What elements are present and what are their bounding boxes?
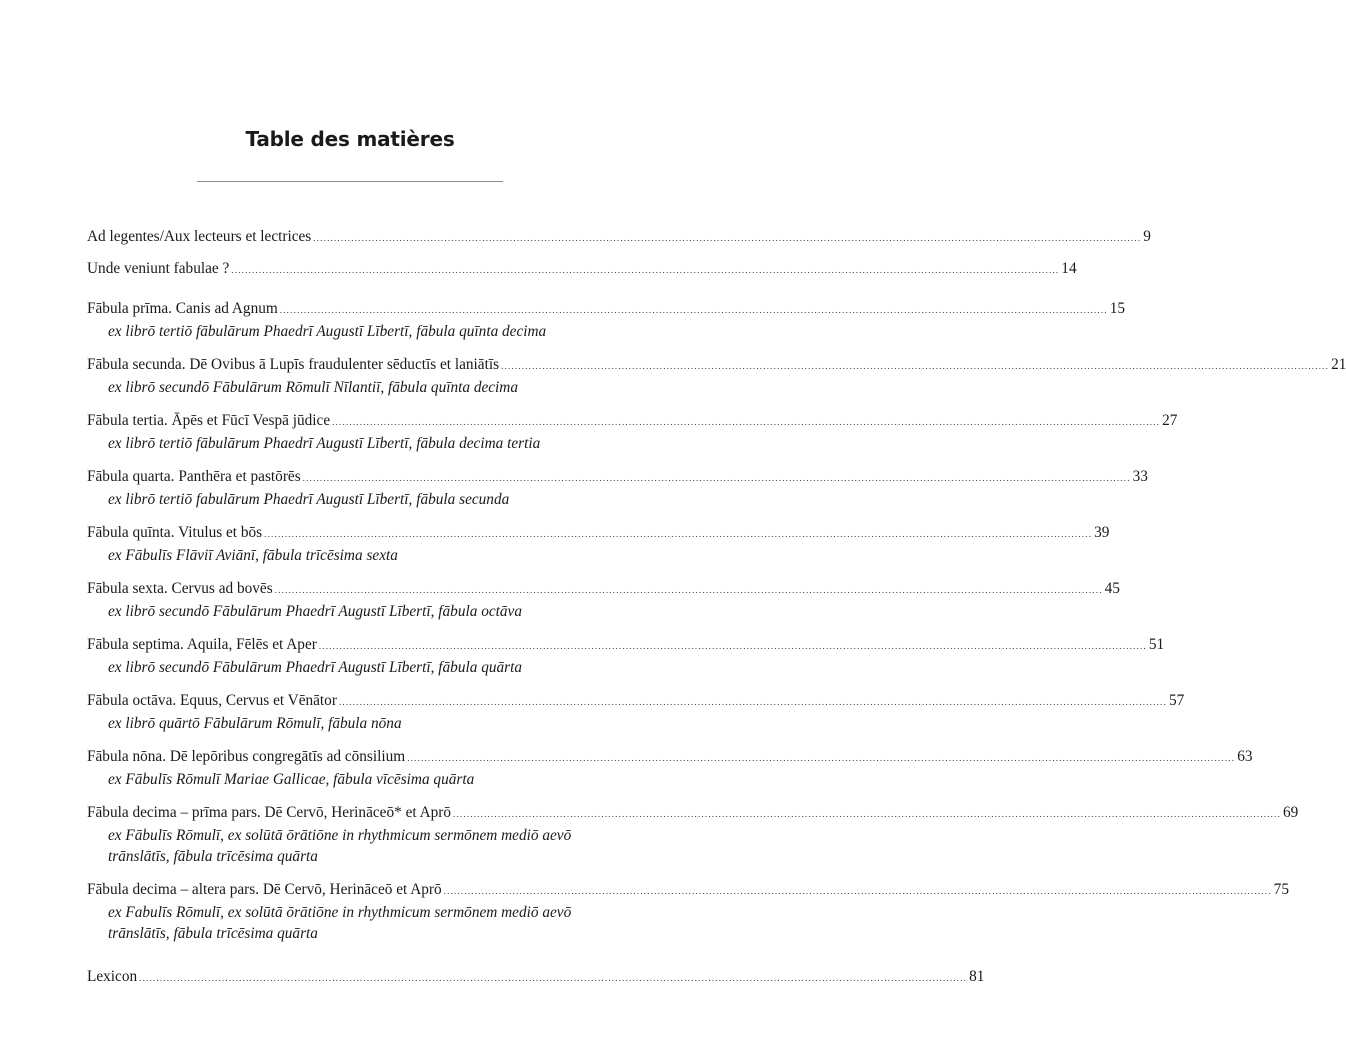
dot-leader: ................................................................................................................................................................................................................................................ [453,809,1282,819]
toc-entry-fabula-10a[interactable] [87,802,1299,867]
entry-page: 15 [1109,300,1126,317]
dot-leader: ................................................................................................................................................................................................................................................ [318,641,1147,651]
entry-source: ex librō secundō Fābulārum Rōmulī Nīlantiī, fābula quīnta decima [108,379,519,396]
toc-entry-fabula-9[interactable] [87,746,1253,790]
entry-source: ex Fābulīs Rōmulī, ex solūtā ōrātiōne in rhythmicum sermōnem mediō aevō [108,827,572,844]
dot-leader: ................................................................................................................................................................................................................................................ [279,305,1108,315]
toc-entry-fabula-4[interactable] [87,466,1148,510]
entry-title: Fābula prīma. Canis ad Agnum [87,300,278,317]
entry-title: Unde veniunt fabulae ? [87,260,230,277]
entry-source: ex librō secundō Fābulārum Phaedrī Augustī Lībertī, fābula quārta [108,659,522,676]
toc-entry-lexicon[interactable] [87,966,985,989]
entry-page: 21 [1331,356,1346,373]
entry-title: Fābula sexta. Cervus ad bovēs [87,580,273,597]
dot-leader: ................................................................................................................................................................................................................................................ [443,886,1272,896]
toc-entry-fabula-7[interactable] [87,634,1165,678]
entry-page: 69 [1283,804,1299,821]
toc-list [87,226,1346,989]
entry-title: Fābula tertia. Āpēs et Fūcī Vespā jūdice [87,412,331,429]
entry-title: Ad legentes/Aux lecteurs et lectrices [87,228,312,245]
entry-page: 14 [1061,260,1077,277]
entry-source: ex librō quārtō Fābulārum Rōmulī, fābula nōna [108,715,402,732]
page-title: Table des matières [245,127,455,151]
entry-title: Fābula quarta. Panthēra et pastōrēs [87,468,301,485]
toc-entry-fabula-1[interactable] [87,298,1126,342]
entry-page: 45 [1104,580,1120,597]
entry-page: 27 [1162,412,1178,429]
title-rule [197,181,503,182]
entry-source: ex librō tertiō fābulārum Phaedrī Augustī Lībertī, fābula decima tertia [108,435,541,452]
entry-title: Lexicon [87,968,138,985]
entry-source: ex librō secundō Fābulārum Phaedrī Augustī Lībertī, fābula octāva [108,603,522,620]
entry-title: Fābula septima. Aquila, Fēlēs et Aper [87,636,317,653]
dot-leader: ................................................................................................................................................................................................................................................ [231,265,1060,275]
dot-leader: ................................................................................................................................................................................................................................................ [139,973,968,983]
entry-page: 57 [1168,692,1185,709]
entry-source: ex Fābulīs Flāviī Aviānī, fābula trīcēsima sexta [108,547,398,564]
entry-page: 51 [1148,636,1165,653]
entry-page: 39 [1094,524,1110,541]
entry-page: 81 [969,968,985,985]
entry-page: 75 [1273,881,1289,898]
entry-page: 63 [1237,748,1253,765]
toc-entry-fabula-2[interactable] [87,354,1346,398]
entry-page: 33 [1132,468,1148,485]
entry-title: Fābula quīnta. Vitulus et bōs [87,524,263,541]
entry-title: Fābula nōna. Dē lepōribus congregātīs ad cōnsilium [87,748,406,765]
entry-source: ex Fabulīs Rōmulī, ex solūtā ōrātiōne in rhythmicum sermōnem mediō aevō [108,904,572,921]
entry-source-continued: trānslātīs, fābula trīcēsima quārta [108,925,318,942]
toc-entry-unde[interactable] [87,258,1077,281]
dot-leader: ................................................................................................................................................................................................................................................ [313,233,1142,243]
entry-title: Fābula octāva. Equus, Cervus et Vēnātor [87,692,337,709]
dot-leader: ................................................................................................................................................................................................................................................ [407,753,1236,763]
dot-leader: ................................................................................................................................................................................................................................................ [338,697,1167,707]
entry-source: ex librō tertiō fabulārum Phaedrī Augustī Lībertī, fābula secunda [108,491,510,508]
dot-leader: ................................................................................................................................................................................................................................................ [264,529,1093,539]
dot-leader: ................................................................................................................................................................................................................................................ [332,417,1161,427]
toc-entry-fabula-10b[interactable] [87,879,1289,944]
toc-entry-fabula-8[interactable] [87,690,1185,734]
entry-title: Fābula decima – altera pars. Dē Cervō, Herināceō et Aprō [87,881,442,898]
entry-title: Fābula decima – prīma pars. Dē Cervō, Herināceō* et Aprō [87,804,452,821]
toc-entry-fabula-3[interactable] [87,410,1178,454]
entry-source: ex Fābulīs Rōmulī Mariae Gallicae, fābula vīcēsima quārta [108,771,475,788]
toc-entry-fabula-6[interactable] [87,578,1120,622]
dot-leader: ................................................................................................................................................................................................................................................ [501,361,1330,371]
dot-leader: ................................................................................................................................................................................................................................................ [274,585,1103,595]
toc-entry-legentes[interactable] [87,226,1151,249]
toc-entry-fabula-5[interactable] [87,522,1110,566]
entry-source: ex librō tertiō fābulārum Phaedrī Augustī Lībertī, fābula quīnta decima [108,323,547,340]
entry-title: Fābula secunda. Dē Ovibus ā Lupīs fraudulenter sēductīs et laniātīs [87,356,500,373]
dot-leader: ................................................................................................................................................................................................................................................ [302,473,1131,483]
entry-source-continued: trānslātīs, fābula trīcēsima quārta [108,848,318,865]
entry-page: 9 [1143,228,1151,245]
